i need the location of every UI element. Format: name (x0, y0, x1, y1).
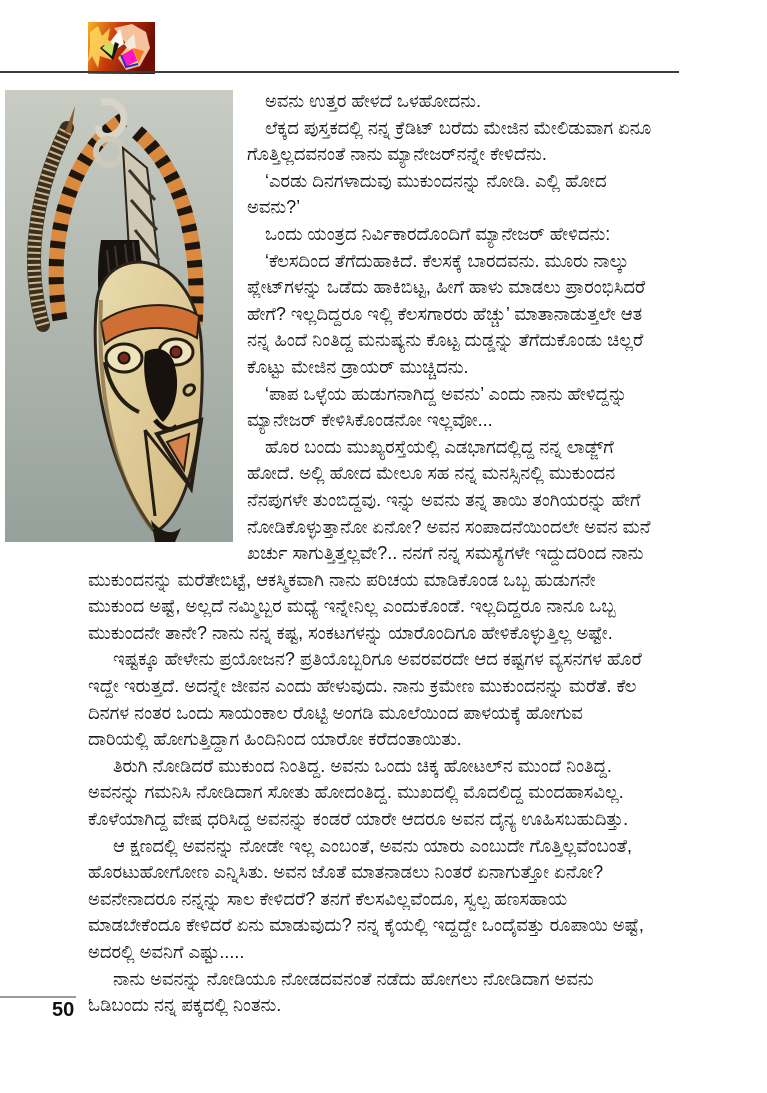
text-line: ಅವನು ಉತ್ತರ ಹೇಳದೆ ಒಳಹೋದನು. (265, 91, 482, 111)
text-line: ಗೊತ್ತಿಲ್ಲದವನಂತೆ ನಾನು ಮ್ಯಾನೇಜರ್‌ನನ್ನೇ ಕೇಳಿದೆನು. (247, 144, 547, 165)
text-line: ನಾನು ಅವನನ್ನು ನೋಡಿಯೂ ನೋಡದವನಂತೆ ನಡೆದು ಹೋಗಲು ನೋಡಿದಾಗ ಅವನು (113, 968, 594, 989)
text-line: ಮುಕುಂದನೇ ತಾನೇ? ನಾನು ನನ್ನ ಕಷ್ಟ, ಸಂಕಟಗಳನ್ನು ಯಾರೊಂದಿಗೂ ಹೇಳಿಕೊಳ್ಳುತ್ತಿಲ್ಲ ಅಷ್ಟೇ. (88, 622, 613, 643)
page-number: 50 (52, 999, 75, 1021)
folio-rule (0, 996, 76, 998)
text-line: ಅವನು?’ (247, 197, 301, 218)
text-line: ಅವನನ್ನು ಗಮನಿಸಿ ನೋಡಿದಾಗ ಸೋತು ಹೋದಂತಿದ್ದ. ಮುಖದಲ್ಲಿ ಮೊದಲಿದ್ದ ಮಂದಹಾಸವಿಲ್ಲ. (88, 782, 624, 803)
text-line: ನೆನಪುಗಳೇ ತುಂಬಿದ್ದವು. ಇನ್ನು ಅವನು ತನ್ನ ತಾಯಿ ತಂಗಿಯರನ್ನು ಹೇಗೆ (247, 489, 641, 510)
text-line: ಕೊಳೆಯಾಗಿದ್ದ ವೇಷ ಧರಿಸಿದ್ದ ಅವನನ್ನು ಕಂಡರೆ ಯಾರೇ ಆದರೂ ಅವನ ದೈನ್ಯ ಊಹಿಸಬಹುದಿತ್ತು. (88, 809, 629, 830)
text-line: ‘ಕೆಲಸದಿಂದ ತೆಗೆದುಹಾಕಿದೆ. ಕೆಲಸಕ್ಕೆ ಬಾರದವನು. ಮೂರು ನಾಲ್ಕು (265, 250, 629, 271)
text-line: ಮುಕುಂದನನ್ನು ಮರೆತೇಬಿಟ್ಟೆ, ಆಕಸ್ಮಿಕವಾಗಿ ನಾನು ಪರಿಚಯ ಮಾಡಿಕೊಂಡ ಒಬ್ಬ ಹುಡುಗನೇ (88, 569, 596, 590)
text-line: ಮಾಡಬೇಕೆಂದೂ ಕೇಳಿದರೆ ಏನು ಮಾಡುವುದು? ನನ್ನ ಕೈಯಲ್ಲಿ ಇದ್ದದ್ದೇ ಒಂದೈವತ್ತು ರೂಪಾಯಿ ಅಷ್ಟೆ, (88, 915, 644, 936)
text-line: ‘ಎರಡು ದಿನಗಳಾದುವು ಮುಕುಂದನನ್ನು ನೋಡಿ. ಎಲ್ಲಿ ಹೋದ (265, 170, 607, 191)
text-line: ಇದ್ದೇ ಇರುತ್ತದೆ. ಅದನ್ನೇ ಜೀವನ ಎಂದು ಹೇಳುವುದು. ನಾನು ಕ್ರಮೇಣ ಮುಕುಂದನನ್ನು ಮರೆತೆ. ಕೆಲ (88, 676, 637, 697)
text-line: ಮುಕುಂದ ಅಷ್ಟೆ, ಅಲ್ಲದೆ ನಮ್ಮಿಬ್ಬರ ಮಧ್ಯೆ ಇನ್ನೇನಿಲ್ಲ ಎಂದುಕೊಂಡೆ. ಇಲ್ಲದಿದ್ದರೂ ನಾನೂ ಒಬ್ಬ (88, 596, 616, 617)
text-line: ಮ್ಯಾನೇಜರ್ ಕೇಳಿಸಿಕೊಂಡನೋ ಇಲ್ಲವೋ... (247, 410, 493, 431)
text-line: ಪ್ಲೇಟ್‌ಗಳನ್ನು ಒಡೆದು ಹಾಕಿಬಿಟ್ಟ, ಹೀಗೆ ಹಾಳು ಮಾಡಲು ಪ್ರಾರಂಭಿಸಿದರೆ (247, 277, 646, 298)
story-text (88, 88, 728, 1033)
text-lines (88, 88, 728, 1019)
text-line: ದಾರಿಯಲ್ಲಿ ಹೋಗುತ್ತಿದ್ದಾಗ ಹಿಂದಿನಿಂದ ಯಾರೋ ಕರೆದಂತಾಯಿತು. (88, 729, 462, 750)
text-line: ನೋಡಿಕೊಳ್ಳುತ್ತಾನೋ ಏನೋ? ಅವನ ಸಂಪಾದನೆಯಿಂದಲೇ ಅವನ ಮನೆ (247, 516, 651, 537)
text-line: ಹೇಗೆ? ಇಲ್ಲದಿದ್ದರೂ ಇಲ್ಲಿ ಕೆಲಸಗಾರರು ಹೆಚ್ಚು’ ಮಾತಾನಾಡುತ್ತಲೇ ಆತ (247, 303, 643, 324)
text-line: ಅವನೇನಾದರೂ ನನ್ನನ್ನು ಸಾಲ ಕೇಳಿದರೆ? ತನಗೆ ಕೆಲಸವಿಲ್ಲವೆಂದೂ, ಸ್ವಲ್ಪ ಹಣಸಹಾಯ (88, 888, 568, 909)
open-books-logo-icon (88, 22, 155, 74)
text-line: ಇಷ್ಟಕ್ಕೂ ಹೇಳೇನು ಪ್ರಯೋಜನ? ಪ್ರತಿಯೊಬ್ಬರಿಗೂ ಅವರವರದೇ ಆದ ಕಷ್ಟಗಳ ವ್ಯಸನಗಳ ಹೊರೆ (113, 649, 642, 670)
text-line: ಹೋದೆ. ಅಲ್ಲಿ ಹೋದ ಮೇಲೂ ಸಹ ನನ್ನ ಮನಸ್ಸಿನಲ್ಲಿ ಮುಕುಂದನ (247, 463, 616, 484)
text-line: ಓಡಿಬಂದು ನನ್ನ ಪಕ್ಕದಲ್ಲಿ ನಿಂತನು. (88, 995, 282, 1016)
text-line: ದಿನಗಳ ನಂತರ ಒಂದು ಸಾಯಂಕಾಲ ರೊಟ್ಟಿ ಅಂಗಡಿ ಮೂಲೆಯಿಂದ ಪಾಳಯಕ್ಕೆ ಹೋಗುವ (88, 702, 583, 723)
text-line: ಆ ಕ್ಷಣದಲ್ಲಿ ಅವನನ್ನು ನೋಡೇ ಇಲ್ಲ ಎಂಬಂತೆ, ಅವನು ಯಾರು ಎಂಬುದೇ ಗೊತ್ತಿಲ್ಲವೆಂಬಂತೆ, (113, 835, 632, 856)
text-line: ಅದರಲ್ಲಿ ಅವನಿಗೆ ಎಷ್ಟು..... (88, 942, 245, 962)
text-line: ನನ್ನ ಹಿಂದೆ ನಿಂತಿದ್ದ ಮನುಷ್ಯನು ಕೊಟ್ಟ ದುಡ್ಡನ್ನು ತೆಗೆದುಕೊಂಡು ಚಿಲ್ಲರೆ (247, 330, 644, 351)
text-line: ಹೊರ ಬಂದು ಮುಖ್ಯರಸ್ತೆಯಲ್ಲಿ ಎಡಭಾಗದಲ್ಲಿದ್ದ ನನ್ನ ಲಾಡ್ಜ್‌ಗೆ (265, 436, 614, 457)
text-line: ಹೊರಟುಹೋಗೋಣ ಎನ್ನಿಸಿತು. ಅವನ ಜೊತೆ ಮಾತನಾಡಲು ನಿಂತರೆ ಏನಾಗುತ್ತೋ ಏನೋ? (88, 862, 604, 883)
text-line: ‘ಪಾಪ ಒಳ್ಳೆಯ ಹುಡುಗನಾಗಿದ್ದ ಅವನು’ ಎಂದು ನಾನು ಹೇಳಿದ್ದನ್ನು (265, 383, 628, 404)
text-line: ಕೊಟ್ಟು ಮೇಜಿನ ಡ್ರಾಯರ್ ಮುಚ್ಚಿದನು. (247, 356, 469, 377)
text-line: ಒಂದು ಯಂತ್ರದ ನಿರ್ವಿಕಾರದೊಂದಿಗೆ ಮ್ಯಾನೇಜರ್ ಹೇಳಿದನು: (265, 223, 611, 244)
text-line: ತಿರುಗಿ ನೋಡಿದರೆ ಮುಕುಂದ ನಿಂತಿದ್ದ. ಅವನು ಒಂದು ಚಿಕ್ಕ ಹೋಟಲ್‌ನ ಮುಂದೆ ನಿಂತಿದ್ದ. (113, 755, 612, 776)
text-line: ಖರ್ಚು ಸಾಗುತ್ತಿತ್ತಲ್ಲವೇ?.. ನನಗೆ ನನ್ನ ಸಮಸ್ಯೆಗಳೇ ಇದ್ದುದರಿಂದ ನಾನು (247, 543, 644, 564)
text-line: ಲೆಕ್ಕದ ಪುಸ್ತಕದಲ್ಲಿ ನನ್ನ ಕ್ರೆಡಿಟ್ ಬರೆದು ಮೇಜಿನ ಮೇಲಿಡುವಾಗ ಏನೂ (265, 117, 652, 138)
header-rule (0, 71, 679, 73)
